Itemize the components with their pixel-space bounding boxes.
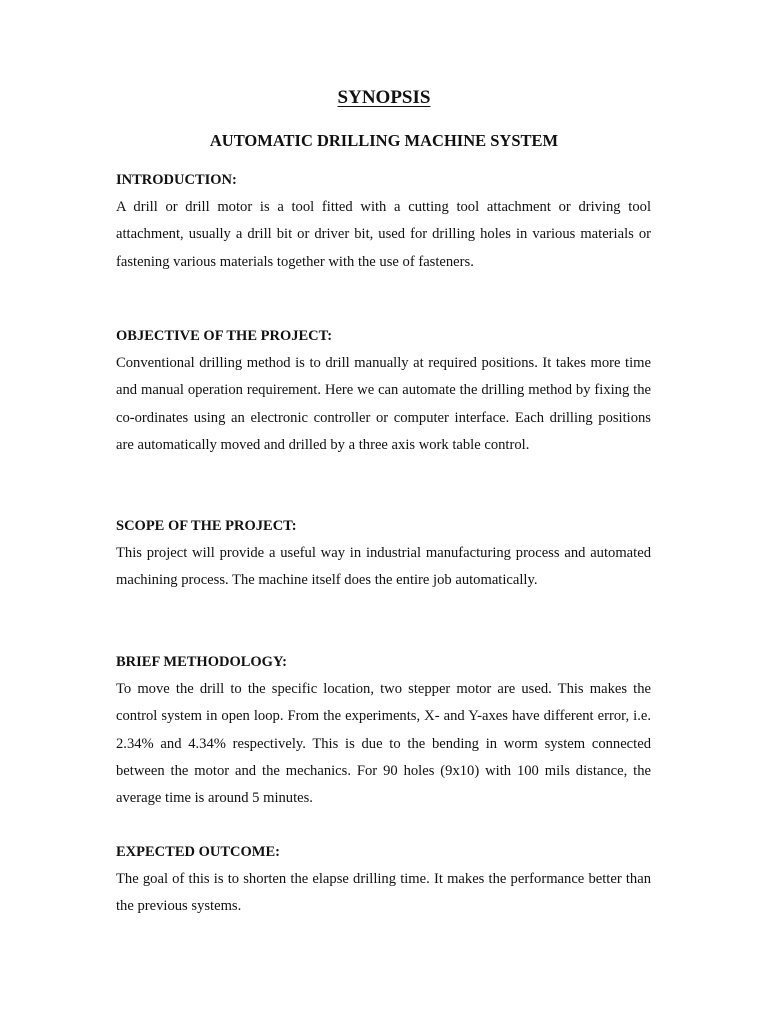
section-heading: INTRODUCTION: — [116, 172, 237, 188]
document-title: SYNOPSIS — [337, 87, 431, 108]
section-body: This project will provide a useful way in industrial manufacturing process and automated machining process. The machine itself does the entire job automatically. — [116, 545, 651, 589]
section-body: To move the drill to the specific location, two stepper motor are used. This makes the control system in open loop. From the experiments, X- and Y-axes have different error, i.e. 2.34% and 4.34% respectively. This is due to the bending in worm system connected between the motor and the mechanics. For 90 holes (9x10) with 100 mils distance, the average time is around 5 minutes. — [116, 681, 651, 807]
section-heading: SCOPE OF THE PROJECT: — [116, 518, 297, 534]
section-methodology — [116, 649, 651, 812]
section-expected-outcome — [116, 839, 651, 921]
section-heading: EXPECTED OUTCOME: — [116, 844, 280, 860]
section-scope — [116, 513, 651, 595]
document-subtitle: AUTOMATIC DRILLING MACHINE SYSTEM — [209, 131, 559, 150]
section-objective — [116, 323, 651, 459]
section-heading: OBJECTIVE OF THE PROJECT: — [116, 328, 333, 344]
section-heading: BRIEF METHODOLOGY: — [116, 654, 287, 670]
section-body: A drill or drill motor is a tool fitted with a cutting tool attachment or driving tool attachment, usually a drill bit or driver bit, used for drilling holes in various materials or fastening various materials together with the use of fasteners. — [116, 199, 651, 270]
section-introduction — [116, 167, 651, 276]
section-body: Conventional drilling method is to drill manually at required positions. It takes more time and manual operation requirement. Here we can automate the drilling method by fixing the co-ordinates using an electronic controller or computer interface. Each drilling positions are automatically moved and drilled by a three axis work table control. — [116, 355, 651, 453]
section-body: The goal of this is to shorten the elapse drilling time. It makes the performance better than the previous systems. — [116, 871, 651, 915]
